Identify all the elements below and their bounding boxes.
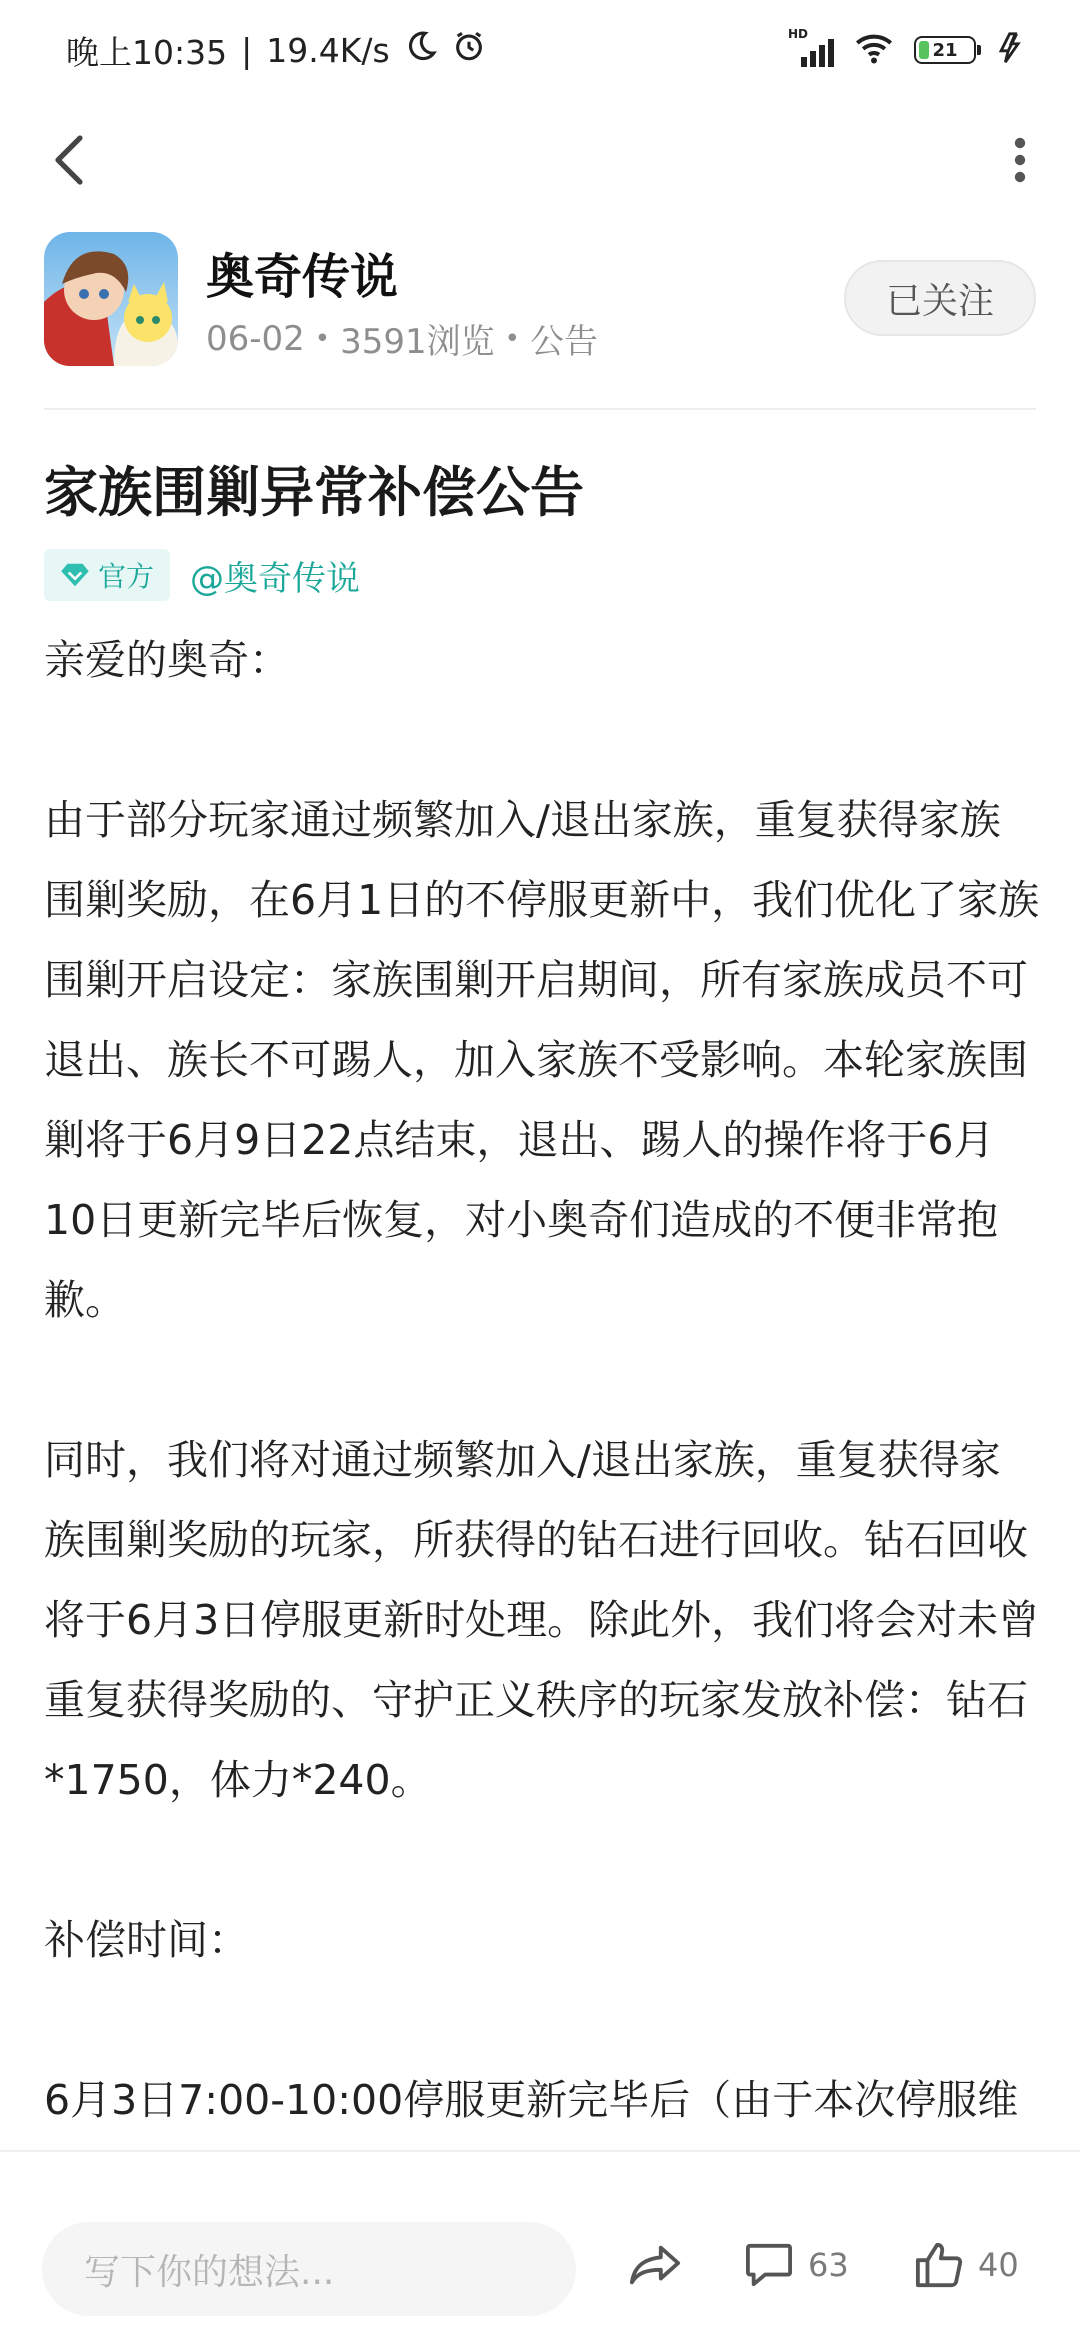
charging-icon [996, 31, 1026, 69]
post-meta [206, 314, 598, 363]
post-category: 公告 [530, 322, 599, 362]
alarm-icon [452, 29, 486, 71]
article-paragraph: 同时，我们将对通过频繁加入/退出家族，重复获得家族围剿奖励的玩家，所获得的钻石进行回收。钻石回收将于6月3日停服更新时处理。除此外，我们将会对未曾重复获得奖励的、守护正义秩序的玩家发放补偿：钻石*1750，体力*240。 [44, 1436, 1040, 1804]
author-mention-link[interactable]: @奥奇传说 [190, 558, 361, 599]
status-right [788, 27, 1026, 69]
official-label: 官方 [98, 560, 155, 593]
post-date: 06-02 [206, 318, 305, 359]
share-button[interactable] [620, 2230, 690, 2300]
follow-button[interactable]: 已关注 [844, 260, 1036, 336]
official-badge [44, 549, 170, 601]
back-button[interactable] [30, 120, 110, 200]
chevron-left-icon [50, 134, 90, 186]
status-left [66, 27, 486, 74]
wifi-icon [854, 31, 894, 69]
status-separator: | [241, 30, 253, 70]
comment-icon [744, 2242, 794, 2288]
comment-input[interactable]: 写下你的想法... [42, 2222, 576, 2316]
battery-level: 21 [932, 39, 958, 61]
comment-count: 63 [808, 2246, 849, 2284]
share-icon [628, 2243, 682, 2287]
avatar[interactable] [44, 232, 178, 366]
like-count: 40 [978, 2246, 1019, 2284]
status-time: 晚上10:35 [66, 32, 228, 72]
meta-dot: • [314, 323, 331, 354]
status-bar [0, 0, 1080, 100]
author-name[interactable]: 奥奇传说 [206, 249, 399, 305]
article-title: 家族围剿异常补偿公告 [44, 461, 584, 524]
article-paragraph: 由于部分玩家通过频繁加入/退出家族，重复获得家族围剿奖励，在6月1日的不停服更新中，我们优化了家族围剿开启设定：家族围剿开启期间，所有家族成员不可退出、族长不可踢人，加入家族不受影响。本轮家族围剿将于6月9日22点结束，退出、踢人的操作将于6月10日更新完毕后恢复，对小奥奇们造成的不便非常抱歉。 [44, 796, 1040, 1324]
moon-icon [404, 29, 438, 71]
tag-row [44, 548, 360, 602]
article-paragraph: 6月3日7:00-10:00停服更新完毕后（由于本次停服维 [44, 2076, 1019, 2124]
meta-dot: • [504, 323, 521, 354]
hd-label: HD [788, 27, 809, 41]
header-divider [44, 408, 1036, 410]
status-network-speed: 19.4K/s [266, 30, 390, 70]
article-body [44, 620, 1040, 2220]
author-header [44, 232, 1036, 372]
like-button[interactable] [914, 2230, 1019, 2300]
signal-icon [788, 27, 834, 67]
battery-icon [914, 36, 976, 64]
bottom-action-bar [0, 2150, 1080, 2340]
verified-diamond-icon [60, 562, 90, 588]
compensation-time-label: 补偿时间： [44, 1916, 249, 1964]
comment-button[interactable] [744, 2230, 849, 2300]
nav-bar [0, 110, 1080, 210]
post-views: 3591浏览 [340, 322, 495, 362]
article-greeting: 亲爱的奥奇： [44, 636, 290, 684]
more-vertical-icon [1012, 136, 1028, 184]
thumbs-up-icon [914, 2241, 964, 2289]
more-options-button[interactable] [980, 120, 1060, 200]
